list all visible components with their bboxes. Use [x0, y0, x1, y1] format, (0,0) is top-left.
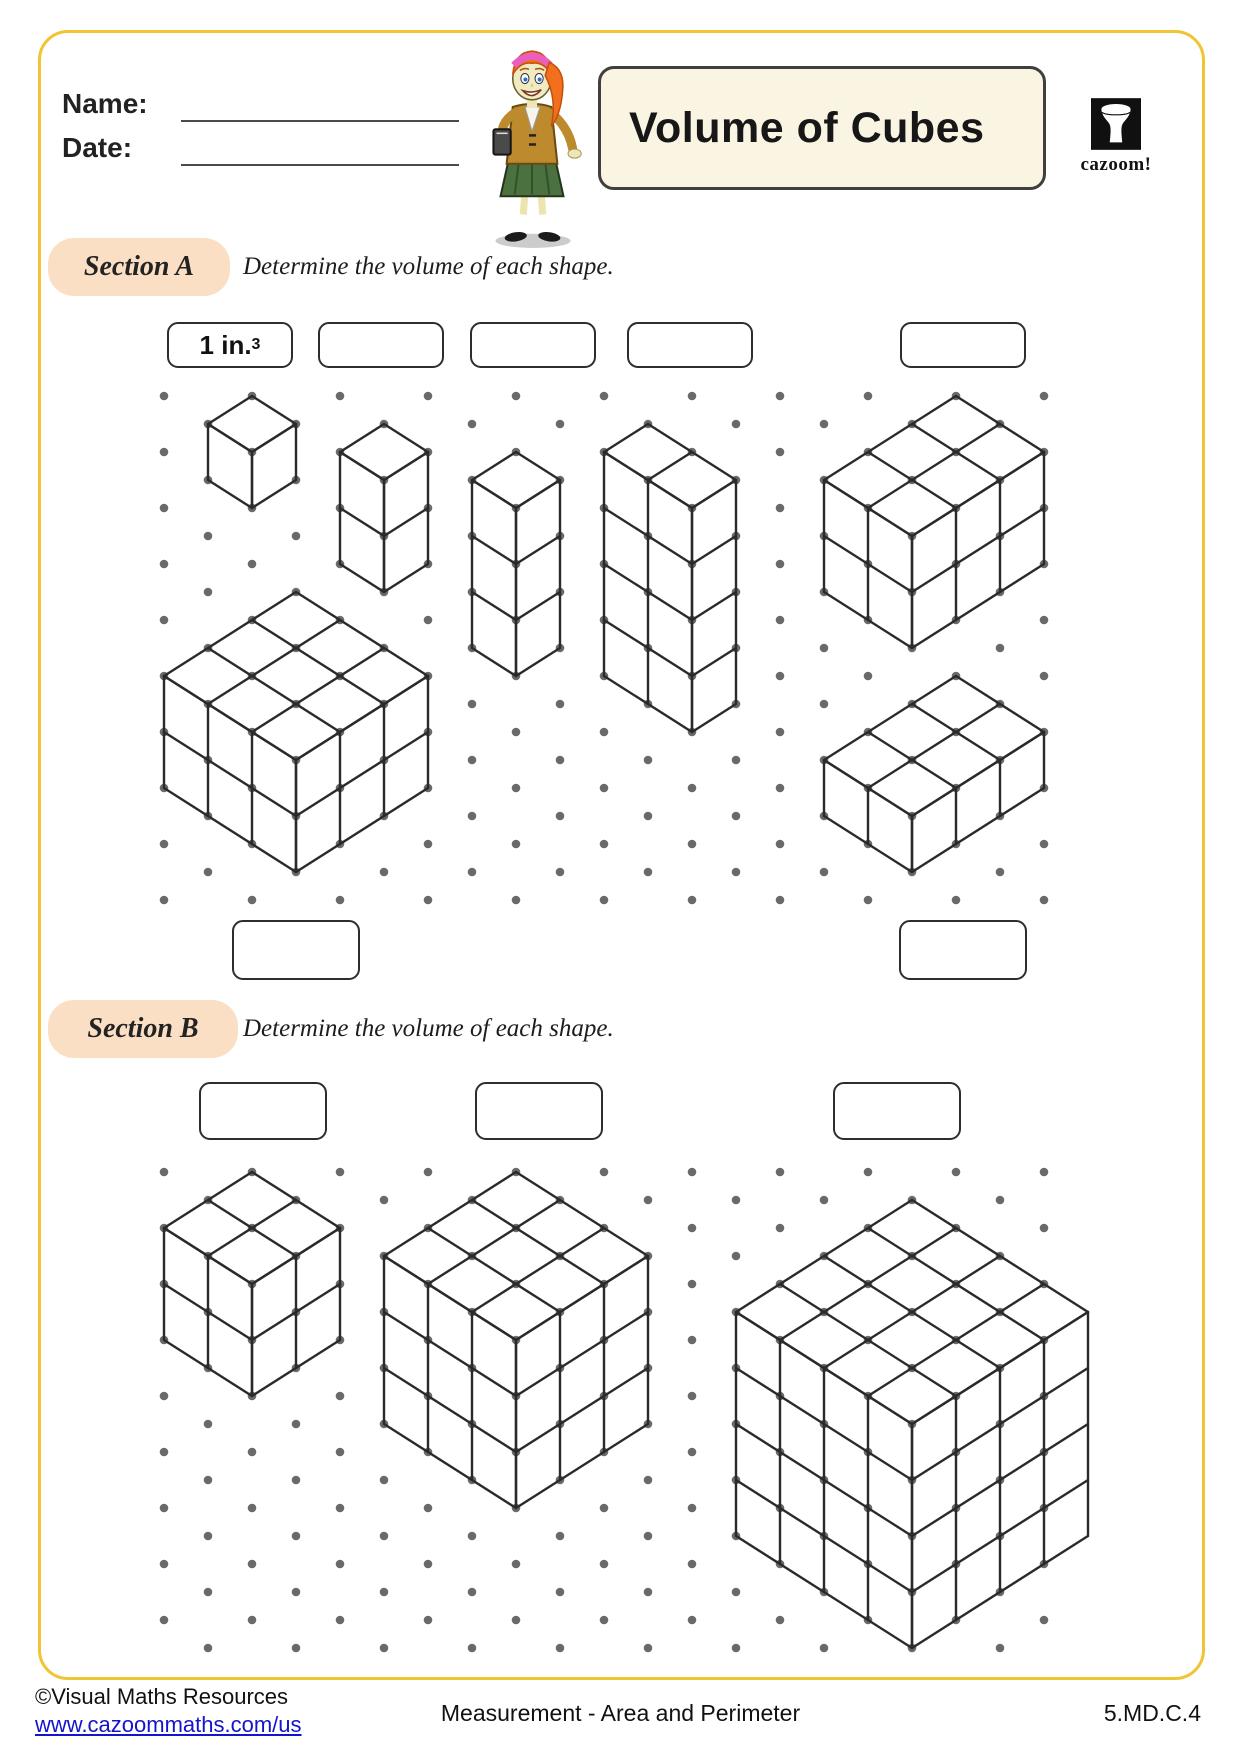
answer-box[interactable]: [199, 1082, 327, 1140]
answer-box[interactable]: [899, 920, 1027, 980]
cuboid-shape-a2: [340, 424, 428, 592]
cuboid-shape-a5: [824, 396, 1044, 648]
footer-copyright: ©Visual Maths Resources: [35, 1684, 289, 1709]
cuboid-shape-a1: [208, 396, 296, 508]
section-b-title: Section B: [87, 1013, 199, 1044]
cuboid-shape-a3: [472, 452, 560, 676]
cuboid-shape-a6: [164, 592, 428, 872]
answer-box[interactable]: [232, 920, 360, 980]
brand-name: cazoom!: [1080, 154, 1152, 175]
unit-label-box[interactable]: 1 in. 3: [167, 322, 293, 368]
answer-box[interactable]: [318, 322, 444, 368]
section-a-instruction: Determine the volume of each shape.: [243, 253, 614, 280]
answer-box[interactable]: [627, 322, 753, 368]
section-b-instruction: Determine the volume of each shape.: [243, 1015, 614, 1042]
answer-box[interactable]: [470, 322, 596, 368]
name-label: Name:: [62, 88, 148, 119]
footer-topic: Measurement - Area and Perimeter: [440, 1700, 801, 1726]
answer-box[interactable]: [833, 1082, 961, 1140]
page-title: Volume of Cubes: [629, 103, 985, 152]
cuboid-shape-b2: [384, 1172, 648, 1508]
section-a-title: Section A: [83, 251, 195, 282]
cuboid-shape-b1: [164, 1172, 340, 1396]
cuboid-shape-a7: [824, 676, 1044, 872]
unit-cube-label: 1 in.: [199, 329, 252, 360]
answer-box[interactable]: [475, 1082, 603, 1140]
cuboid-shape-a4: [604, 424, 736, 732]
cuboid-shape-b3: [736, 1200, 1088, 1648]
date-label: Date:: [62, 132, 133, 163]
footer-standard-code: 5.MD.C.4: [1103, 1700, 1201, 1726]
answer-box[interactable]: [900, 322, 1026, 368]
footer-url-link[interactable]: www.cazoommaths.com/us: [35, 1712, 302, 1737]
